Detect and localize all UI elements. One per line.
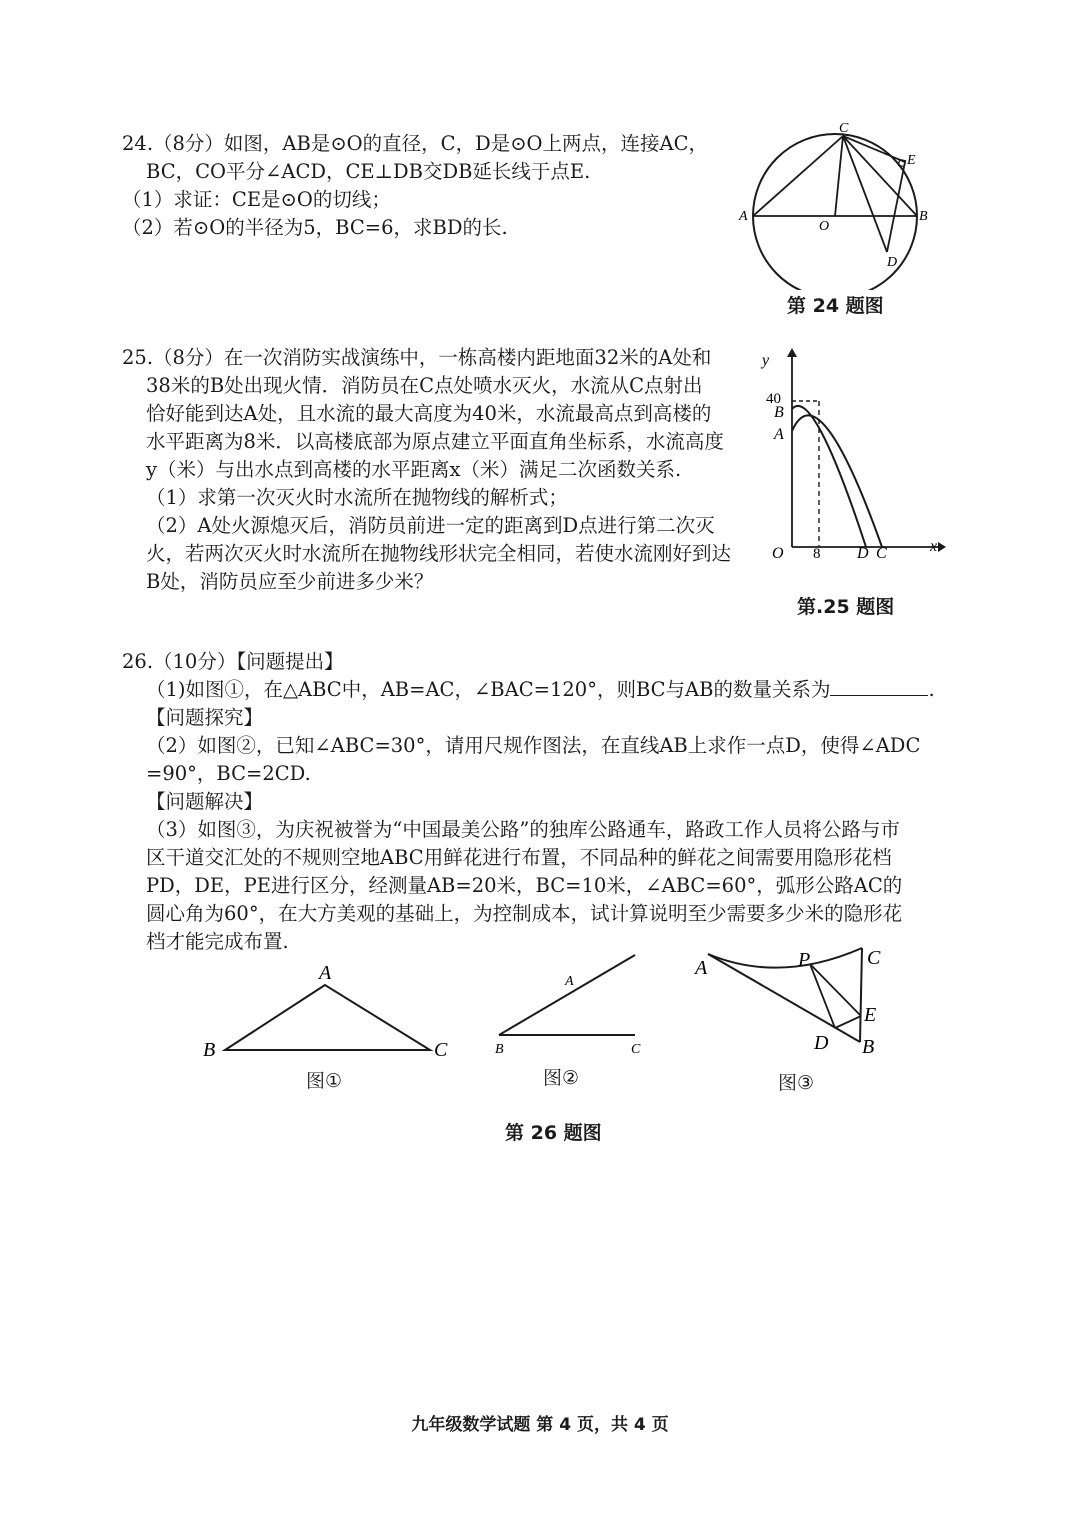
ray-ba — [499, 955, 635, 1035]
fig2-label-b: B — [495, 1042, 504, 1057]
label-d: D — [887, 255, 898, 270]
segment-pe — [810, 964, 861, 1016]
q24-line: BC，CO平分∠ACD，CE⊥DB交DB延长线于点E. — [146, 160, 591, 183]
q25-line: 火，若两次灭火时水流所在抛物线形状完全相同，若使水流刚好到达 — [146, 542, 732, 565]
label-d: D — [857, 545, 869, 562]
q26-head: 26.（10分）【问题提出】 — [122, 650, 344, 673]
label-o: O — [819, 219, 830, 234]
q26-fig1 — [195, 955, 465, 1065]
q26-part-2-cont: =90°，BC=2CD. — [146, 762, 311, 785]
label-b: B — [774, 404, 784, 421]
q25-figure-caption: 第.25 题图 — [797, 596, 895, 618]
segment-cd — [843, 136, 887, 252]
q24-part-1: （1）求证：CE是⊙O的切线； — [122, 188, 391, 211]
fig3-caption: 图③ — [778, 1072, 815, 1094]
q26-part-3-cont: 档才能完成布置. — [146, 930, 289, 953]
q26-heading-solve: 【问题解决】 — [146, 790, 264, 813]
segment-de — [835, 1016, 861, 1028]
question-26 — [122, 648, 935, 956]
label-b: B — [919, 209, 928, 224]
label-40: 40 — [766, 391, 781, 407]
q26-part-3-cont: 区干道交汇处的不规则空地ABC用鲜花进行布置，不同品种的鲜花之间需要用隐形花档 — [146, 846, 892, 869]
y-axis-arrow — [787, 348, 797, 357]
q24-line: 24.（8分）如图，AB是⊙O的直径，C，D是⊙O上两点，连接AC， — [122, 132, 709, 155]
q25-line: B处，消防员应至少前进多少米？ — [146, 570, 434, 593]
q24-figure-caption: 第 24 题图 — [787, 295, 884, 317]
q26-part-2: （2）如图②，已知∠ABC=30°，请用尺规作图法，在直线AB上求作一点D，使得∠ADC — [146, 734, 921, 757]
q26-part-1 — [122, 676, 935, 704]
q26-part-3: （3）如图③，为庆祝被誉为“中国最美公路”的独库公路通车，路政工作人员将公路与市 — [146, 818, 900, 841]
parabola-first — [792, 415, 882, 547]
q25-figure — [760, 345, 950, 570]
answer-blank[interactable] — [830, 677, 928, 696]
label-c: C — [876, 545, 887, 562]
q26-part-1-end: . — [928, 678, 935, 701]
fig3-label-b: B — [862, 1036, 875, 1058]
label-x: x — [930, 538, 938, 555]
q26-fig3 — [690, 940, 900, 1065]
fig1-caption: 图① — [306, 1070, 343, 1092]
triangle-abc — [225, 985, 430, 1050]
fig3-label-a: A — [695, 957, 708, 979]
fig3-label-e: E — [864, 1004, 877, 1026]
label-c: C — [839, 121, 849, 136]
q25-line: y（米）与出水点到高楼的水平距离x（米）满足二次函数关系. — [146, 458, 682, 481]
q25-line: 水平距离为8米．以高楼底部为原点建立平面直角坐标系，水流高度 — [146, 430, 724, 453]
segment-de — [887, 162, 905, 252]
page-footer: 九年级数学试题 第 4 页，共 4 页 — [411, 1415, 669, 1435]
q25-line: 25.（8分）在一次消防实战演练中，一栋高楼内距地面32米的A处和 — [122, 346, 712, 369]
fig3-label-d: D — [814, 1032, 829, 1054]
label-y: y — [762, 352, 770, 369]
fig3-label-c: C — [867, 947, 881, 969]
label-8: 8 — [813, 546, 821, 562]
label-a: A — [739, 209, 748, 224]
segment-ac — [753, 136, 843, 216]
question-24 — [122, 130, 708, 242]
q24-part-2: （2）若⊙O的半径为5，BC=6，求BD的长. — [122, 216, 508, 239]
q25-line: 恰好能到达A处，且水流的最大高度为40米，水流最高点到高楼的 — [146, 402, 712, 425]
fig2-caption: 图② — [543, 1067, 580, 1089]
fig2-label-a: A — [565, 974, 574, 989]
q26-part-3-cont: 圆心角为60°，在大方美观的基础上，为控制成本，试计算说明至少需要多少米的隐形花 — [146, 902, 903, 925]
q25-part-1: （1）求第一次灭火时水流所在抛物线的解析式； — [146, 486, 568, 509]
fig1-label-a: A — [319, 962, 332, 984]
segment-co — [835, 136, 843, 216]
label-o: O — [772, 545, 784, 562]
fig2-label-c: C — [631, 1042, 641, 1057]
question-25 — [122, 344, 731, 596]
q26-part-3-cont: PD，DE，PE进行区分，经测量AB=20米，BC=10米，∠ABC=60°，弧形公路AC的 — [146, 874, 903, 897]
fig3-label-p: P — [798, 949, 811, 971]
right-angle-mark — [898, 159, 905, 166]
segment-pd — [810, 964, 835, 1028]
label-e: E — [907, 153, 916, 168]
label-a: A — [774, 426, 784, 443]
x-axis-arrow — [938, 542, 946, 552]
arc-ac — [708, 948, 862, 968]
q26-fig2 — [485, 945, 655, 1065]
q24-figure — [735, 120, 950, 290]
q26-heading-explore: 【问题探究】 — [146, 706, 264, 729]
segment-cb — [860, 948, 862, 1042]
fig1-label-c: C — [434, 1039, 448, 1061]
q25-part-2: （2）A处火源熄灭后，消防员前进一定的距离到D点进行第二次灭 — [146, 514, 715, 537]
fig1-label-b: B — [203, 1039, 216, 1061]
q25-line: 38米的B处出现火情．消防员在C点处喷水灭火，水流从C点射出 — [146, 374, 703, 397]
q26-figure-caption: 第 26 题图 — [505, 1122, 602, 1144]
q26-part-1-text: （1)如图①，在△ABC中，AB=AC，∠BAC=120°，则BC与AB的数量关系为 — [146, 678, 831, 701]
